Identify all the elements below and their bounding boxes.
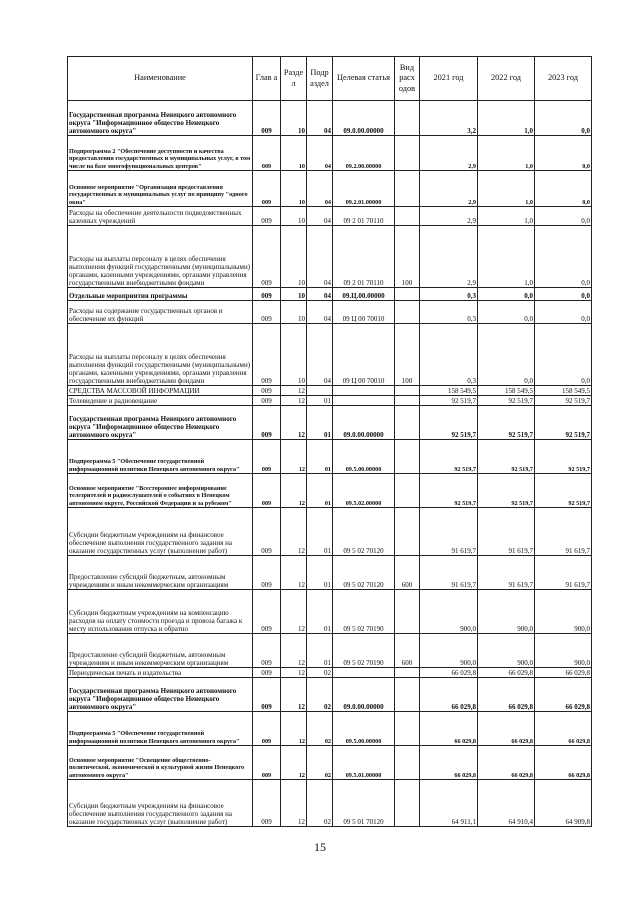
cell-razdel: 10 [281, 207, 307, 226]
header-2023: 2023 год [535, 57, 592, 101]
cell-podrazdel [307, 386, 333, 396]
cell-target: 09.0.00.00000 [333, 101, 395, 136]
cell-target: 09.5.02.00000 [333, 474, 395, 508]
cell-y2022: 91 619,7 [478, 508, 535, 556]
cell-razdel: 10 [281, 101, 307, 136]
table-row [68, 508, 592, 556]
cell-y2023: 0,0 [535, 101, 592, 136]
cell-y2022: 1,0 [478, 101, 535, 136]
cell-name: Основное мероприятие "Организация предоставления государственных и муниципальных услуг по принципу "одного окна" [68, 171, 253, 207]
cell-glava: 009 [253, 288, 281, 301]
cell-name: Расходы на выплаты персоналу в целях обеспечения выполнения функций государственными (муниципальными) органами, казенными учреждениями, органами управления государственными внебюджетными фондами [68, 324, 253, 386]
cell-razdel: 10 [281, 136, 307, 171]
cell-glava: 009 [253, 406, 281, 440]
cell-target: 09 5 02 70120 [333, 508, 395, 556]
cell-glava: 009 [253, 136, 281, 171]
cell-y2022: 1,0 [478, 226, 535, 288]
table-row [68, 226, 592, 288]
cell-vid [395, 590, 420, 634]
cell-y2022: 92 519,7 [478, 396, 535, 406]
cell-y2021: 64 911,1 [420, 780, 478, 827]
cell-y2023: 91 619,7 [535, 508, 592, 556]
cell-glava: 009 [253, 678, 281, 712]
cell-y2023: 900,0 [535, 634, 592, 668]
cell-name: Периодическая печать и издательства [68, 668, 253, 678]
cell-y2022: 64 910,4 [478, 780, 535, 827]
cell-target: 09.5.01.00000 [333, 746, 395, 780]
cell-y2021: 66 029,8 [420, 712, 478, 746]
cell-y2023: 0,0 [535, 301, 592, 324]
cell-name: Государственная программа Ненецкого автономного округа "Информационное общество Ненецкого автономного округа" [68, 406, 253, 440]
cell-target: 09.5.00.00000 [333, 712, 395, 746]
header-2022: 2022 год [478, 57, 535, 101]
cell-y2021: 3,2 [420, 101, 478, 136]
table-row [68, 556, 592, 590]
cell-y2023: 92 519,7 [535, 396, 592, 406]
header-glava: Глав а [253, 57, 281, 101]
cell-podrazdel: 02 [307, 780, 333, 827]
cell-glava: 009 [253, 207, 281, 226]
cell-glava: 009 [253, 746, 281, 780]
cell-target: 09.Ц.00.00000 [333, 288, 395, 301]
cell-glava: 009 [253, 590, 281, 634]
table-row [68, 590, 592, 634]
cell-y2022: 92 519,7 [478, 474, 535, 508]
cell-glava: 009 [253, 386, 281, 396]
cell-podrazdel: 01 [307, 406, 333, 440]
cell-podrazdel: 04 [307, 288, 333, 301]
cell-glava: 009 [253, 171, 281, 207]
cell-razdel: 12 [281, 440, 307, 474]
cell-glava: 009 [253, 226, 281, 288]
header-target: Целевая статья [333, 57, 395, 101]
cell-razdel: 12 [281, 386, 307, 396]
cell-target: 09 5 01 70120 [333, 780, 395, 827]
table-row [68, 746, 592, 780]
cell-y2021: 2,9 [420, 226, 478, 288]
cell-y2023: 0,0 [535, 226, 592, 288]
cell-podrazdel: 04 [307, 324, 333, 386]
cell-glava: 009 [253, 780, 281, 827]
cell-vid [395, 668, 420, 678]
budget-table [67, 56, 592, 827]
cell-vid [395, 288, 420, 301]
cell-glava: 009 [253, 508, 281, 556]
cell-podrazdel: 01 [307, 474, 333, 508]
table-row [68, 712, 592, 746]
cell-y2021: 66 029,8 [420, 746, 478, 780]
header-name: Наименование [68, 57, 253, 101]
header-podrazdel: Подр аздел [307, 57, 333, 101]
cell-vid [395, 136, 420, 171]
cell-razdel: 10 [281, 288, 307, 301]
cell-razdel: 10 [281, 171, 307, 207]
cell-y2023: 900,0 [535, 590, 592, 634]
cell-vid [395, 301, 420, 324]
cell-name: СРЕДСТВА МАССОВОЙ ИНФОРМАЦИИ [68, 386, 253, 396]
table-row [68, 440, 592, 474]
cell-y2021: 92 519,7 [420, 440, 478, 474]
cell-vid [395, 780, 420, 827]
cell-podrazdel: 02 [307, 712, 333, 746]
cell-podrazdel: 01 [307, 508, 333, 556]
table-row [68, 406, 592, 440]
cell-vid: 600 [395, 634, 420, 668]
cell-glava: 009 [253, 101, 281, 136]
cell-y2021: 2,9 [420, 171, 478, 207]
cell-podrazdel: 01 [307, 556, 333, 590]
cell-glava: 009 [253, 668, 281, 678]
cell-y2022: 0,0 [478, 288, 535, 301]
cell-razdel: 12 [281, 780, 307, 827]
cell-glava: 009 [253, 712, 281, 746]
cell-vid: 100 [395, 226, 420, 288]
cell-target: 09.0.00.00000 [333, 678, 395, 712]
cell-podrazdel: 04 [307, 301, 333, 324]
cell-vid: 100 [395, 324, 420, 386]
cell-y2023: 0,0 [535, 207, 592, 226]
cell-y2023: 66 029,8 [535, 746, 592, 780]
cell-vid [395, 440, 420, 474]
cell-y2021: 0,3 [420, 301, 478, 324]
cell-razdel: 12 [281, 634, 307, 668]
cell-name: Подпрограмма 2 "Обеспечение доступности и качества предоставления государственных и муниципальных услуг, в том числе на базе многофункциональных центров" [68, 136, 253, 171]
cell-razdel: 12 [281, 396, 307, 406]
cell-target [333, 386, 395, 396]
cell-razdel: 12 [281, 590, 307, 634]
cell-y2021: 91 619,7 [420, 508, 478, 556]
cell-target: 09.5.00.00000 [333, 440, 395, 474]
cell-y2022: 900,0 [478, 634, 535, 668]
cell-vid [395, 406, 420, 440]
cell-glava: 009 [253, 634, 281, 668]
cell-y2022: 0,0 [478, 301, 535, 324]
cell-y2023: 0,0 [535, 324, 592, 386]
table-row [68, 288, 592, 301]
cell-razdel: 10 [281, 301, 307, 324]
cell-target: 09 Ц 00 70010 [333, 301, 395, 324]
table-row [68, 668, 592, 678]
cell-y2023: 0,0 [535, 288, 592, 301]
cell-vid [395, 171, 420, 207]
cell-y2022: 1,0 [478, 136, 535, 171]
cell-y2022: 158 549,5 [478, 386, 535, 396]
page-number: 15 [314, 840, 326, 854]
cell-y2023: 92 519,7 [535, 406, 592, 440]
cell-y2021: 900,0 [420, 590, 478, 634]
cell-y2021: 66 029,8 [420, 668, 478, 678]
cell-podrazdel: 04 [307, 101, 333, 136]
cell-y2023: 0,0 [535, 171, 592, 207]
cell-vid [395, 712, 420, 746]
cell-glava: 009 [253, 396, 281, 406]
cell-target: 09.2.00.00000 [333, 136, 395, 171]
cell-y2022: 66 029,8 [478, 678, 535, 712]
cell-target: 09.2.01.00000 [333, 171, 395, 207]
cell-y2022: 66 029,8 [478, 668, 535, 678]
cell-y2023: 66 029,8 [535, 712, 592, 746]
table-row [68, 171, 592, 207]
cell-vid [395, 746, 420, 780]
cell-podrazdel: 04 [307, 171, 333, 207]
cell-name: Основное мероприятие "Всестороннее информирование телезрителей и радиослушателей о событиях в Ненецком автономном округе, Российской Федерации и за рубежом" [68, 474, 253, 508]
cell-podrazdel: 01 [307, 396, 333, 406]
cell-razdel: 12 [281, 556, 307, 590]
cell-target: 09 5 02 70190 [333, 590, 395, 634]
cell-name: Государственная программа Ненецкого автономного округа "Информационное общество Ненецкого автономного округа" [68, 678, 253, 712]
cell-name: Расходы на выплаты персоналу в целях обеспечения выполнения функций государственными (муниципальными) органами, казенными учреждениями, органами управления государственными внебюджетными фондами [68, 226, 253, 288]
cell-y2021: 92 519,7 [420, 406, 478, 440]
cell-vid [395, 396, 420, 406]
header-row [68, 57, 592, 101]
cell-vid [395, 101, 420, 136]
table-row [68, 396, 592, 406]
cell-podrazdel: 04 [307, 226, 333, 288]
table-row [68, 324, 592, 386]
cell-y2023: 66 029,8 [535, 668, 592, 678]
cell-name: Субсидии бюджетным учреждениям на финансовое обеспечение выполнения государственного задания на оказание государственных услуг (выполнение работ) [68, 780, 253, 827]
cell-podrazdel: 01 [307, 634, 333, 668]
cell-y2022: 0,0 [478, 324, 535, 386]
cell-razdel: 12 [281, 508, 307, 556]
cell-y2023: 92 519,7 [535, 440, 592, 474]
cell-y2023: 64 909,8 [535, 780, 592, 827]
cell-name: Подпрограмма 5 "Обеспечение государственной информационной политики Ненецкого автономного округа" [68, 440, 253, 474]
cell-y2021: 2,9 [420, 136, 478, 171]
cell-name: Государственная программа Ненецкого автономного округа "Информационное общество Ненецкого автономного округа" [68, 101, 253, 136]
cell-glava: 009 [253, 556, 281, 590]
header-vid: Вид расх одов [395, 57, 420, 101]
cell-name: Субсидии бюджетным учреждениям на компенсацию расходов на оплату стоимости проезда и провоза багажа к месту использования отпуска и обратно [68, 590, 253, 634]
cell-y2023: 66 029,8 [535, 678, 592, 712]
cell-name: Отдельные мероприятия программы [68, 288, 253, 301]
table-row [68, 301, 592, 324]
cell-y2022: 92 519,7 [478, 406, 535, 440]
cell-name: Подпрограмма 5 "Обеспечение государственной информационной политики Ненецкого автономного округа" [68, 712, 253, 746]
cell-vid [395, 508, 420, 556]
cell-y2022: 66 029,8 [478, 712, 535, 746]
cell-name: Предоставление субсидий бюджетным, автономным учреждениям и иным некоммерческим организациям [68, 634, 253, 668]
cell-target [333, 396, 395, 406]
cell-y2023: 0,0 [535, 136, 592, 171]
cell-y2022: 66 029,8 [478, 746, 535, 780]
cell-podrazdel: 02 [307, 746, 333, 780]
cell-razdel: 12 [281, 678, 307, 712]
cell-vid [395, 474, 420, 508]
cell-target [333, 668, 395, 678]
cell-y2021: 91 619,7 [420, 556, 478, 590]
cell-razdel: 12 [281, 406, 307, 440]
cell-name: Телевидение и радиовещание [68, 396, 253, 406]
cell-y2021: 66 029,8 [420, 678, 478, 712]
cell-y2023: 92 519,7 [535, 474, 592, 508]
cell-y2021: 0,3 [420, 324, 478, 386]
table-row [68, 780, 592, 827]
cell-name: Основное мероприятие "Освещение общественно-политической, экономической и культурной жизни Ненецкого автономного округа" [68, 746, 253, 780]
cell-target: 09 2 01 70110 [333, 226, 395, 288]
cell-name: Предоставление субсидий бюджетным, автономным учреждениям и иным некоммерческим организациям [68, 556, 253, 590]
cell-y2021: 0,3 [420, 288, 478, 301]
cell-y2022: 92 519,7 [478, 440, 535, 474]
header-razdel: Разде л [281, 57, 307, 101]
cell-glava: 009 [253, 324, 281, 386]
cell-y2021: 92 519,7 [420, 396, 478, 406]
table-row [68, 634, 592, 668]
cell-y2021: 92 519,7 [420, 474, 478, 508]
cell-y2022: 91 619,7 [478, 556, 535, 590]
cell-glava: 009 [253, 440, 281, 474]
cell-target: 09 5 02 70120 [333, 556, 395, 590]
cell-target: 09 5 02 70190 [333, 634, 395, 668]
cell-razdel: 10 [281, 226, 307, 288]
cell-vid: 600 [395, 556, 420, 590]
cell-y2023: 91 619,7 [535, 556, 592, 590]
cell-y2022: 1,0 [478, 207, 535, 226]
cell-y2022: 900,0 [478, 590, 535, 634]
cell-podrazdel: 02 [307, 678, 333, 712]
cell-y2021: 158 549,5 [420, 386, 478, 396]
cell-y2021: 900,0 [420, 634, 478, 668]
table-row [68, 678, 592, 712]
cell-podrazdel: 04 [307, 136, 333, 171]
cell-razdel: 12 [281, 668, 307, 678]
cell-y2023: 158 549,5 [535, 386, 592, 396]
table-row [68, 136, 592, 171]
cell-name: Расходы на содержание государственных органов и обеспечение их функций [68, 301, 253, 324]
cell-target: 09 2 01 70110 [333, 207, 395, 226]
cell-razdel: 12 [281, 746, 307, 780]
table-row [68, 474, 592, 508]
cell-razdel: 12 [281, 712, 307, 746]
cell-razdel: 10 [281, 324, 307, 386]
table-row [68, 386, 592, 396]
cell-razdel: 12 [281, 474, 307, 508]
cell-podrazdel: 01 [307, 440, 333, 474]
cell-podrazdel: 04 [307, 207, 333, 226]
cell-podrazdel: 02 [307, 668, 333, 678]
header-2021: 2021 год [420, 57, 478, 101]
cell-podrazdel: 01 [307, 590, 333, 634]
cell-y2022: 1,0 [478, 171, 535, 207]
cell-name: Субсидии бюджетным учреждениям на финансовое обеспечение выполнения государственного задания на оказание государственных услуг (выполнение работ) [68, 508, 253, 556]
cell-name: Расходы на обеспечение деятельности подведомственных казенных учреждений [68, 207, 253, 226]
cell-glava: 009 [253, 301, 281, 324]
cell-vid [395, 678, 420, 712]
cell-vid [395, 386, 420, 396]
table-row [68, 101, 592, 136]
cell-glava: 009 [253, 474, 281, 508]
cell-target: 09.0.00.00000 [333, 406, 395, 440]
table-row [68, 207, 592, 226]
cell-y2021: 2,9 [420, 207, 478, 226]
cell-target: 09 Ц 00 70010 [333, 324, 395, 386]
cell-vid [395, 207, 420, 226]
